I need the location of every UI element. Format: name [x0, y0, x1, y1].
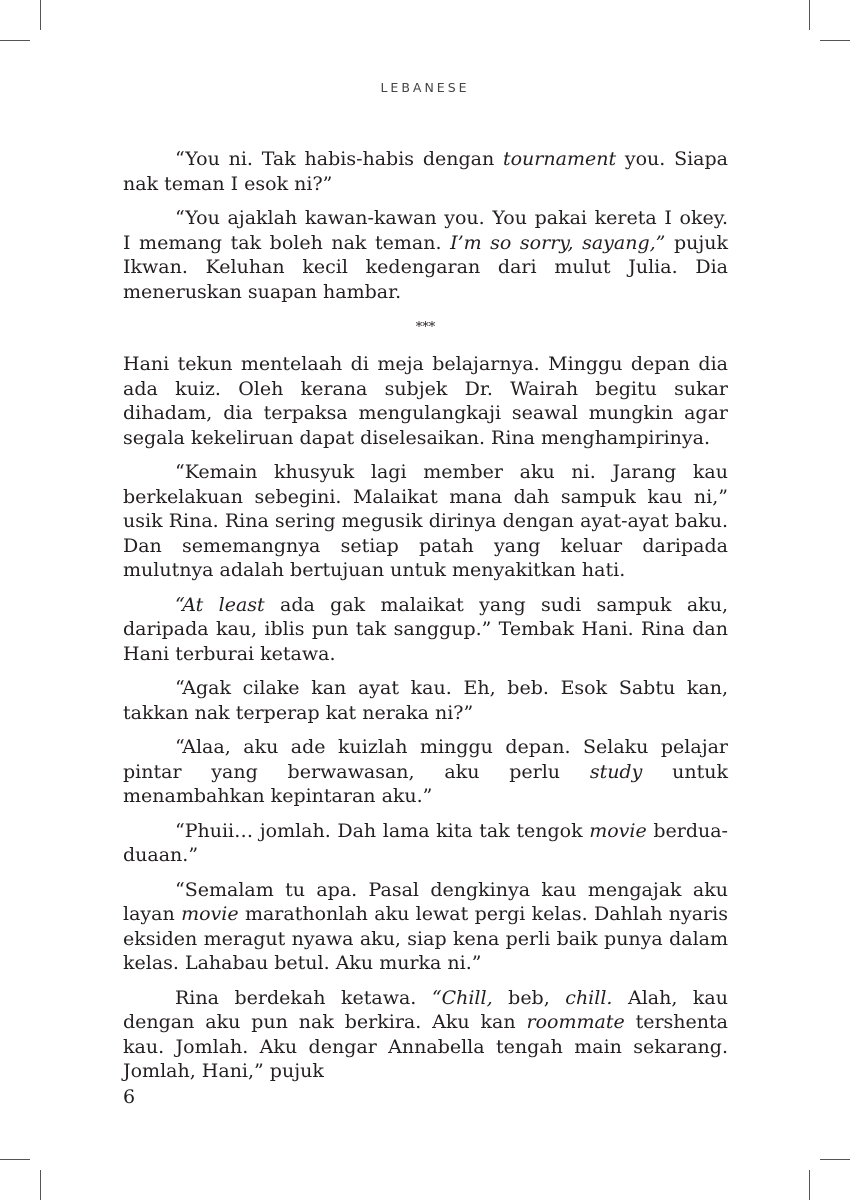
italic-text: tournament: [502, 148, 617, 170]
paragraph: [123, 147, 728, 196]
text-run: “Phuii… jomlah. Dah lama kita tak tengok: [175, 819, 590, 842]
paragraph: [123, 986, 728, 1084]
crop-mark-bottom-left-horizontal: [0, 1159, 30, 1160]
text-run: “Semalam tu apa. Pasal dengkinya kau mengajak aku layan: [123, 878, 728, 925]
italic-text: movie: [181, 903, 239, 925]
italic-text: movie: [589, 819, 647, 842]
body-text: [123, 147, 728, 1094]
italic-text: study: [589, 760, 643, 783]
text-run: “Alaa, aku ade kuizlah minggu depan. Selaku pelajar pintar yang berwawasan, aku perlu: [123, 736, 728, 783]
text-run: Hani tekun mentelaah di meja belajarnya. Minggu depan dia ada kuiz. Oleh kerana subjek Dr. Wairah begitu sukar dihadam, dia terpaksa mengulangkaji seawal mungkin agar segala kekeliruan dapat diselesaikan. Rina menghampirinya.: [123, 353, 728, 449]
text-run: Alah, kau dengan aku pun nak berkira. Aku kan: [123, 986, 728, 1033]
crop-mark-bottom-right-vertical: [809, 1170, 810, 1200]
paragraph: [123, 206, 728, 304]
text-run: berdua-duaan.”: [123, 819, 728, 866]
text-run: beb,: [492, 986, 566, 1009]
crop-mark-top-left-vertical: [40, 0, 41, 30]
text-run: “Agak cilake kan ayat kau. Eh, beb. Esok Sabtu kan, takkan nak terperap kat neraka ni?”: [123, 677, 728, 724]
crop-mark-top-right-horizontal: [820, 40, 850, 41]
italic-text: I’m so sorry, sayang,”: [450, 231, 666, 254]
text-run: untuk menambahkan kepintaran aku.”: [123, 760, 728, 807]
page-number: 6: [123, 1086, 136, 1108]
italic-text: roommate: [526, 1011, 625, 1033]
paragraph: [123, 460, 728, 583]
italic-text: “Chill,: [431, 986, 493, 1009]
text-run: you. Siapa nak teman I esok ni?”: [123, 148, 728, 195]
text-run: “You ni. Tak habis-habis dengan: [175, 148, 503, 170]
text-run: Rina berdekah ketawa.: [175, 986, 432, 1009]
italic-text: “At least: [175, 593, 265, 616]
running-header: LEBANESE: [380, 80, 470, 95]
crop-mark-top-right-vertical: [809, 0, 810, 30]
paragraph: [123, 593, 728, 667]
paragraph: [123, 735, 728, 809]
text-run: “You ajaklah kawan-kawan you. You pakai kereta I okey. I memang tak boleh nak teman.: [123, 207, 728, 254]
paragraph: [123, 676, 728, 725]
crop-mark-top-left-horizontal: [0, 40, 30, 41]
section-separator: ***: [415, 320, 436, 335]
paragraph: [123, 878, 728, 976]
paragraph: [123, 352, 728, 450]
paragraph: [123, 819, 728, 868]
crop-mark-bottom-left-vertical: [40, 1170, 41, 1200]
crop-mark-bottom-right-horizontal: [820, 1159, 850, 1160]
text-run: tershenta kau. Jomlah. Aku dengar Annabella tengah main sekarang. Jomlah, Hani,” pujuk: [123, 1011, 728, 1082]
text-run: “Kemain khusyuk lagi member aku ni. Jarang kau berkelakuan sebegini. Malaikat mana dah sampuk kau ni,” usik Rina. Rina sering megusik dirinya dengan ayat-ayat baku. Dan sememangnya setiap patah yang keluar daripada mulutnya adalah bertujuan untuk menyakitkan hati.: [123, 461, 728, 581]
text-run: ada gak malaikat yang sudi sampuk aku, daripada kau, iblis pun tak sanggup.” Tembak Hani. Rina dan Hani terburai ketawa.: [123, 593, 728, 665]
italic-text: chill.: [565, 986, 613, 1009]
text-run: marathonlah aku lewat pergi kelas. Dahlah nyaris eksiden meragut nyawa aku, siap kena perli baik punya dalam kelas. Lahabau betul. Aku murka ni.”: [123, 903, 728, 974]
text-run: pujuk Ikwan. Keluhan kecil kedengaran dari mulut Julia. Dia meneruskan suapan hambar.: [123, 231, 728, 303]
